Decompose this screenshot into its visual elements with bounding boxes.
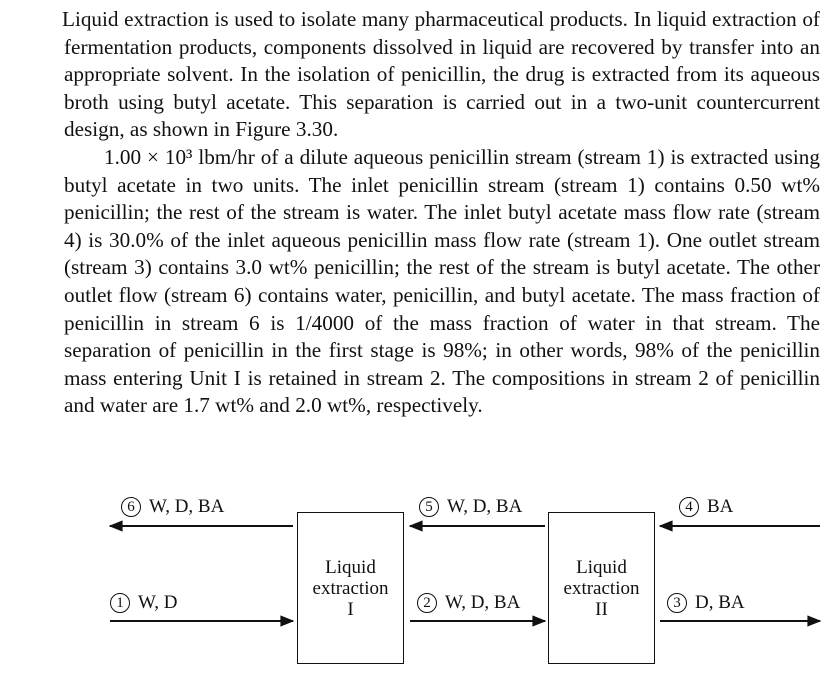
stream-1-label <box>110 592 177 614</box>
problem-text <box>8 6 820 420</box>
unit-2-box <box>548 512 655 664</box>
stream-6-components: W, D, BA <box>149 496 225 517</box>
unit-2-line2: extraction <box>563 577 640 599</box>
problem-paragraph-2: 1.00 × 10³ lbm/hr of a dilute aqueous penicillin stream (stream 1) is extracted using butyl acetate in two units. The inlet penicillin stream (stream 1) contains 0.50 wt% penicillin; the rest of the stream is water. The inlet butyl acetate mass flow rate (stream 4) is 30.0% of the inlet aqueous penicillin mass flow rate (stream 1). One outlet stream (stream 3) contains 3.0 wt% penicillin; the rest of the stream is butyl acetate. The other outlet flow (stream 6) contains water, penicillin, and butyl acetate. The mass fraction of penicillin in stream 6 is 1/4000 of the mass fraction of water in that stream. The separation of penicillin in the first stage is 98%; in other words, 98% of the penicillin mass entering Unit I is retained in stream 2. The compositions in stream 2 of penicillin and water are 1.7 wt% and 2.0 wt%, respectively. <box>64 144 820 418</box>
stream-3-number: 3 <box>667 593 687 613</box>
problem-intro: Liquid extraction is used to isolate many pharmaceutical products. In liquid extraction of fermentation products, components dissolved in liquid are recovered by transfer into an appropriate solvent. In the isolation of penicillin, the drug is extracted from its aqueous broth using butyl acetate. This separation is carried out in a two-unit countercurrent design, as shown in Figure 3.30. <box>62 7 820 142</box>
stream-arrows <box>0 490 830 679</box>
unit-1-line3: I <box>347 598 354 620</box>
stream-5-label <box>419 496 522 518</box>
stream-6-label <box>121 496 224 518</box>
stream-4-label <box>679 496 733 518</box>
unit-1-line1: Liquid <box>325 556 376 578</box>
flow-diagram <box>0 490 830 679</box>
unit-2-line3: II <box>595 598 608 620</box>
problem-number <box>8 6 62 34</box>
stream-1-number: 1 <box>110 593 130 613</box>
stream-2-components: W, D, BA <box>445 592 521 613</box>
stream-2-number: 2 <box>417 593 437 613</box>
stream-6-number: 6 <box>121 497 141 517</box>
unit-1-line2: extraction <box>312 577 389 599</box>
stream-5-components: W, D, BA <box>447 496 523 517</box>
stream-3-label <box>667 592 745 614</box>
unit-1-box <box>297 512 404 664</box>
stream-4-number: 4 <box>679 497 699 517</box>
stream-2-label <box>417 592 520 614</box>
stream-3-components: D, BA <box>695 592 745 613</box>
stream-1-components: W, D <box>138 592 178 613</box>
stream-5-number: 5 <box>419 497 439 517</box>
unit-2-line1: Liquid <box>576 556 627 578</box>
stream-4-components: BA <box>707 496 734 517</box>
problem-paragraph-1 <box>8 6 820 144</box>
